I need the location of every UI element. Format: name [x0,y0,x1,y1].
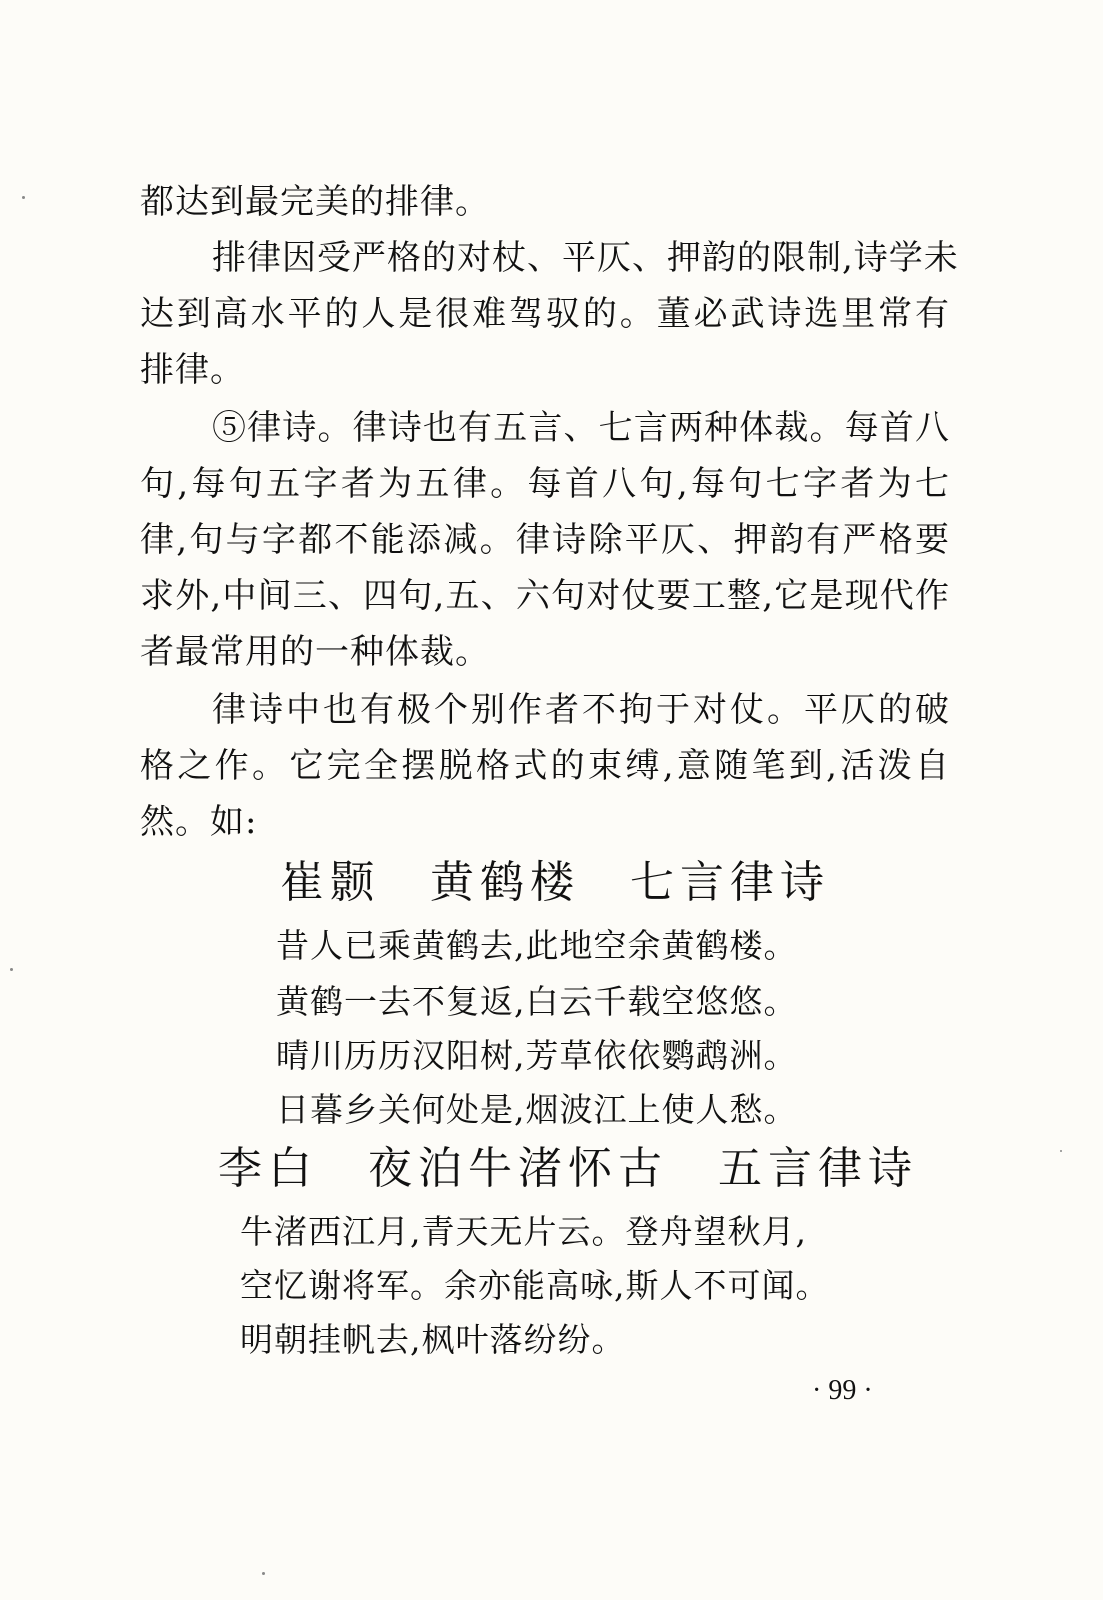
scan-speck [262,1572,265,1575]
scan-speck [10,968,13,971]
text-line: 格之作。它完全摆脱格式的束缚,意随笔到,活泼自 [140,746,950,786]
poem-heading: 李白 夜泊牛渚怀古 五言律诗 [218,1143,918,1194]
poem-line: 日暮乡关何处是,烟波江上使人愁。 [276,1090,798,1129]
poem-line: 空忆谢将军。余亦能高咏,斯人不可闻。 [240,1266,830,1305]
poem-line: 牛渚西江月,青天无片云。登舟望秋月, [240,1212,807,1251]
text-line: 者最常用的一种体裁。 [140,632,490,672]
poem-line: 昔人已乘黄鹤去,此地空余黄鹤楼。 [276,926,798,965]
text-line: 求外,中间三、四句,五、六句对仗要工整,它是现代作 [140,576,950,616]
scan-speck [22,196,25,199]
text-line: 都达到最完美的排律。 [140,182,490,222]
text-line: 律,句与字都不能添减。律诗除平仄、押韵有严格要 [140,520,950,560]
text-line: ⑤律诗。律诗也有五言、七言两种体裁。每首八 [212,408,950,448]
text-line: 句,每句五字者为五律。每首八句,每句七字者为七 [140,464,950,504]
poem-line: 明朝挂帆去,枫叶落纷纷。 [240,1320,626,1359]
text-line: 达到高水平的人是很难驾驭的。董必武诗选里常有 [140,294,950,334]
page-number: · 99 · [812,1375,873,1406]
poem-line: 黄鹤一去不复返,白云千载空悠悠。 [276,982,798,1021]
poem-heading: 崔颢 黄鹤楼 七言律诗 [280,857,830,908]
text-line: 然。如: [140,802,258,842]
text-line: 排律因受严格的对杖、平仄、押韵的限制,诗学未 [212,238,959,278]
text-line: 排律。 [140,350,245,390]
text-line: 律诗中也有极个别作者不拘于对仗。平仄的破 [212,690,950,730]
scan-speck [1060,1150,1062,1152]
poem-line: 晴川历历汉阳树,芳草依依鹦鹉洲。 [276,1036,798,1075]
